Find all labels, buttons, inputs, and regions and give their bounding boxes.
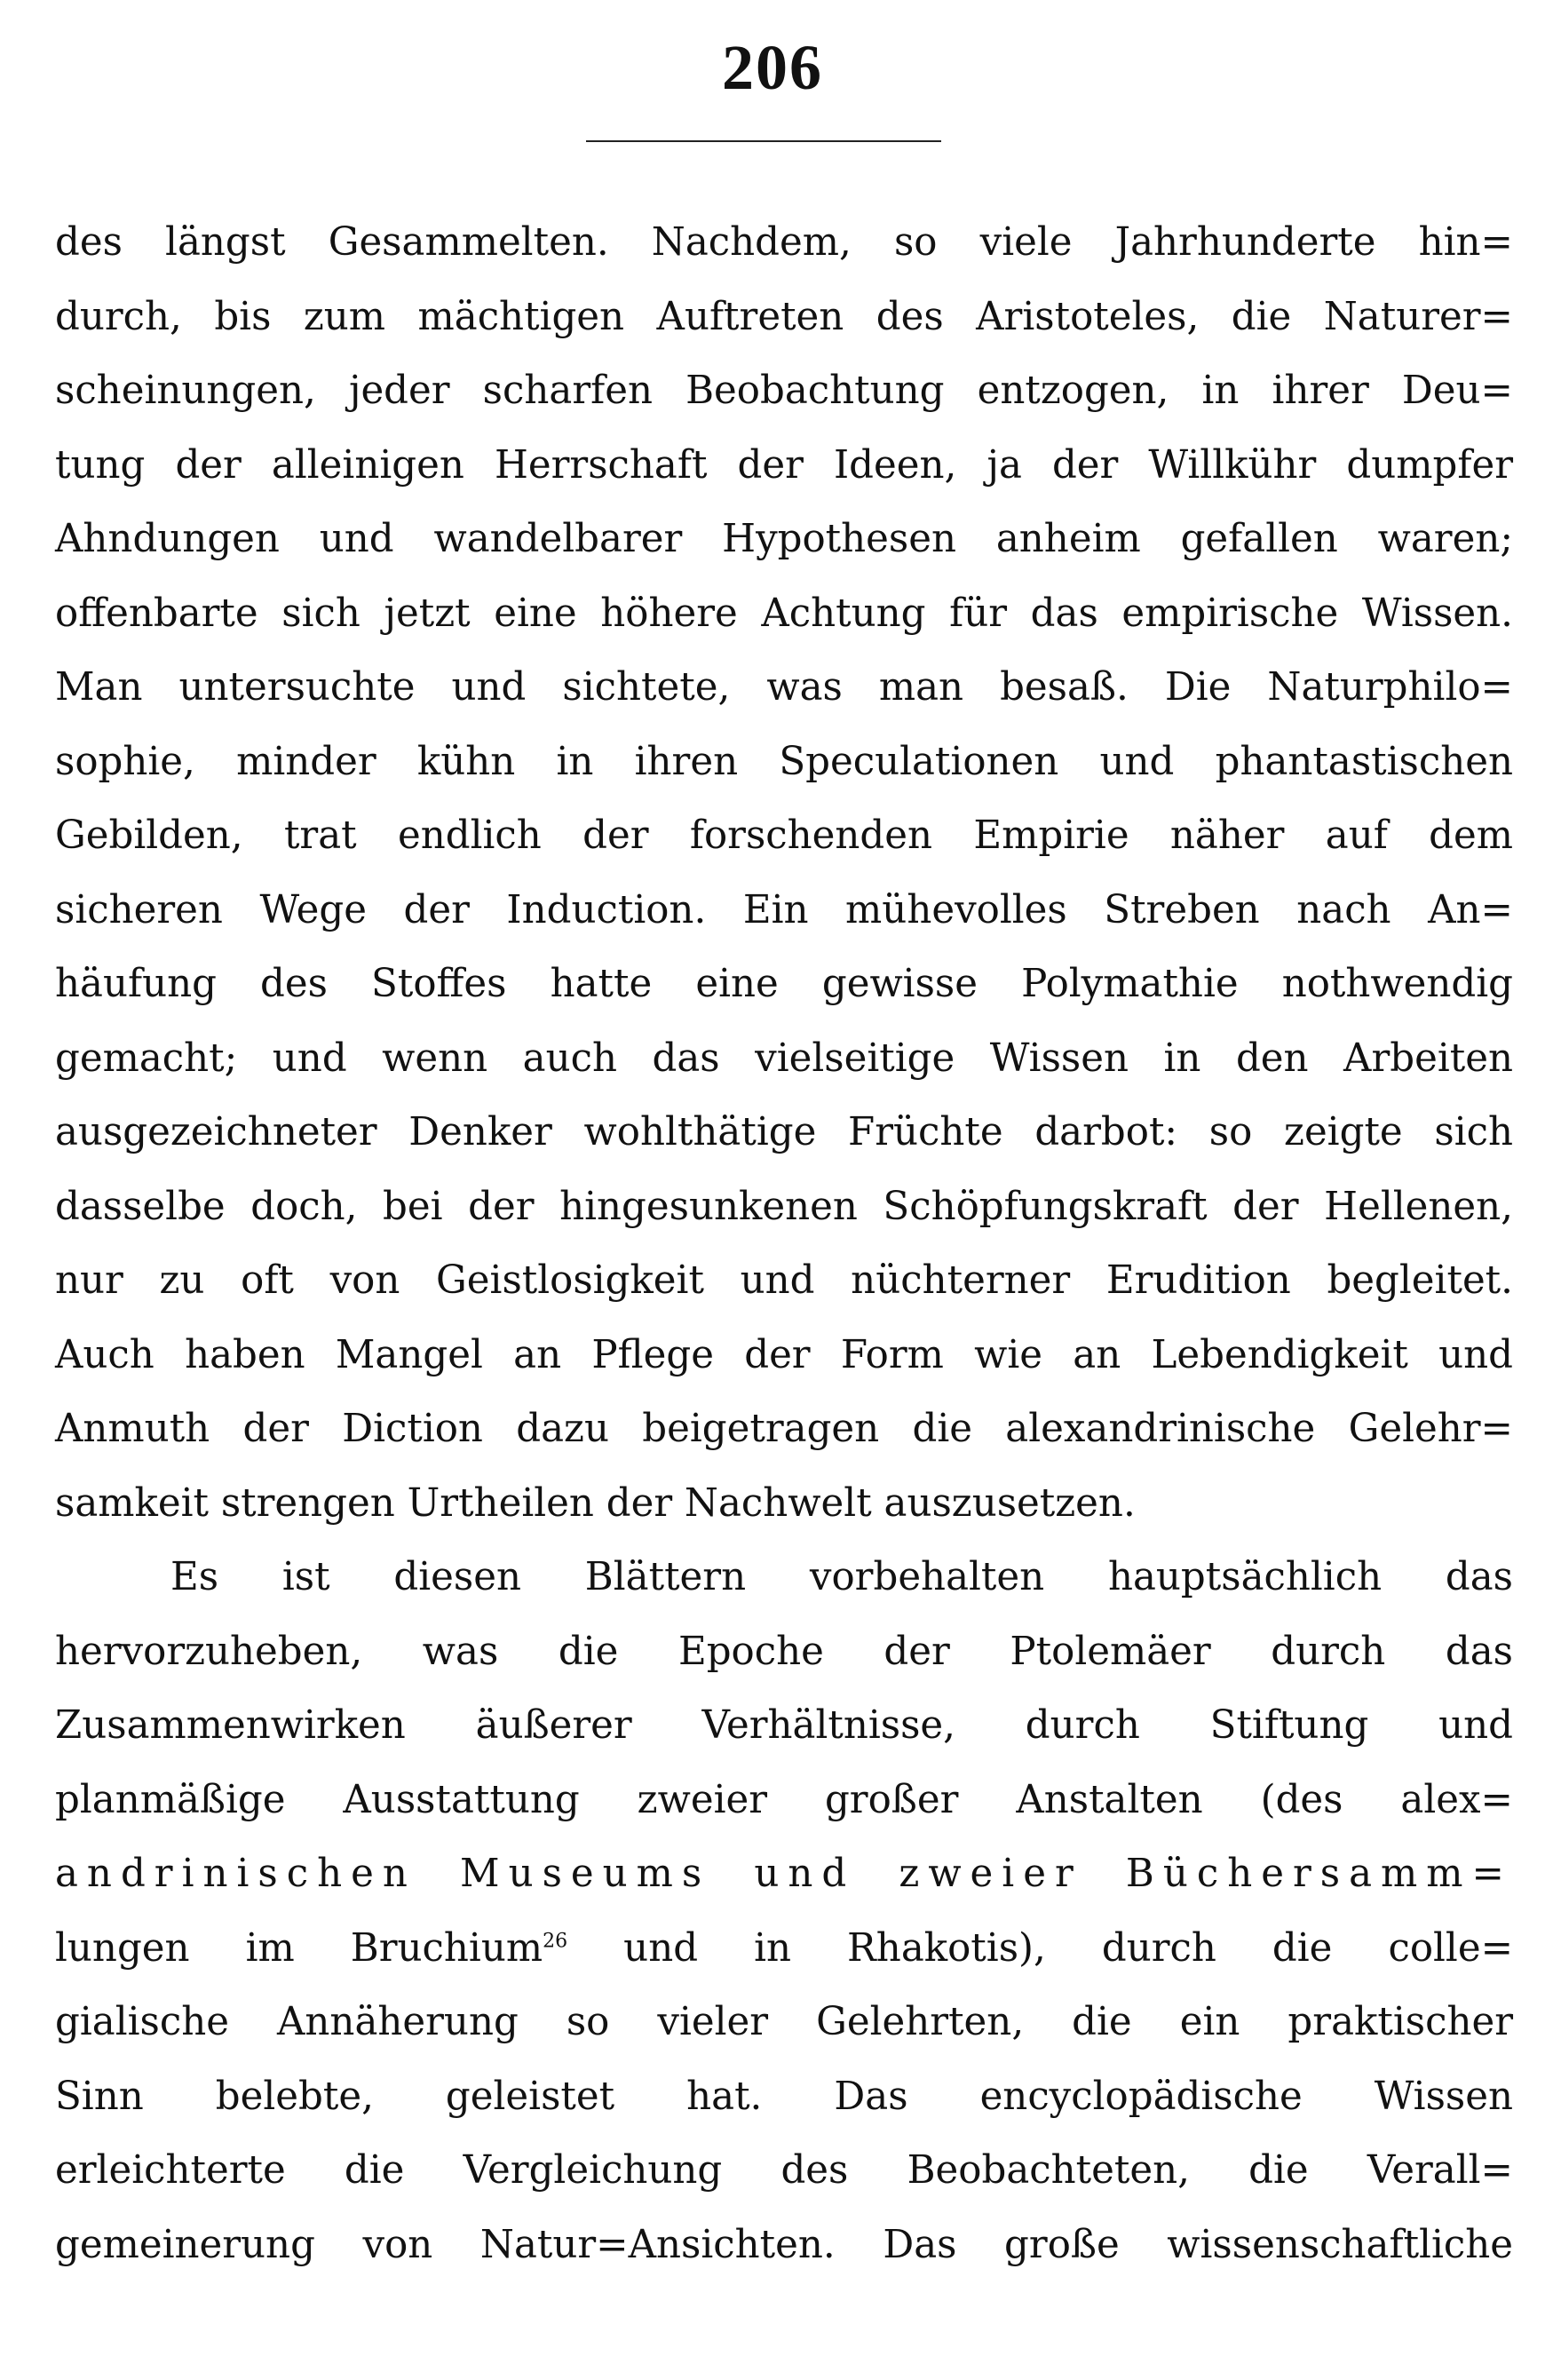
body-text [55,206,1513,2282]
text-line: dasselbe doch, bei der hingesunkenen Schöpfungskraft der Hellenen, [55,1184,1513,1229]
text-line-with-footnote [55,1912,1513,1987]
text-line: ausgezeichneter Denker wohlthätige Früchte darbot: so zeigte sich [55,1110,1513,1154]
footnote-reference: 26 [543,1930,568,1952]
text-line: sophie, minder kühn in ihren Speculationen und phantastischen [55,739,1513,784]
text-line: gemeinerung von Natur=Ansichten. Das große wissenschaftliche [55,2222,1513,2267]
text-line: gialische Annäherung so vieler Gelehrten, die ein praktischer [55,2000,1513,2044]
text-line: andrinischen Museums und zweier Büchersamm= [55,1852,1513,1896]
text-line: hervorzuheben, was die Epoche der Ptolemäer durch das [55,1629,1513,1674]
text-line: Man untersuchte und sichtete, was man besaß. Die Naturphilo= [55,665,1513,710]
paragraph-end-line: samkeit strengen Urtheilen der Nachwelt auszusetzen. [55,1480,1136,1526]
text-line: Sinn belebte, geleistet hat. Das encyclopädische Wissen [55,2074,1513,2119]
text-line: Anmuth der Diction dazu beigetragen die alexandrinische Gelehr= [55,1407,1513,1451]
text-line: sicheren Wege der Induction. Ein mühevolles Streben nach An= [55,887,1513,932]
text-line: gemacht; und wenn auch das vielseitige Wissen in den Arbeiten [55,1035,1513,1081]
text-line: scheinungen, jeder scharfen Beobachtung entzogen, in ihrer Deu= [55,369,1513,413]
header-rule [586,140,941,142]
paragraph-start-line: Es ist diesen Blättern vorbehalten hauptsächlich das [170,1555,1513,1599]
text-segment: lungen im Bruchium [55,1925,543,1971]
page-number: 206 [722,32,823,103]
text-line: nur zu oft von Geistlosigkeit und nüchterner Erudition begleitet. [55,1258,1513,1303]
text-line: offenbarte sich jetzt eine höhere Achtung für das empirische Wissen. [55,591,1513,636]
text-line: Zusammenwirken äußerer Verhältnisse, durch Stiftung und [55,1703,1513,1748]
text-line: durch, bis zum mächtigen Auftreten des Aristoteles, die Naturer= [55,294,1513,339]
text-line: des längst Gesammelten. Nachdem, so viele Jahrhunderte hin= [55,220,1513,265]
text-line: erleichterte die Vergleichung des Beobachteten, die Verall= [55,2148,1513,2193]
text-line: tung der alleinigen Herrschaft der Ideen, ja der Willkühr dumpfer [55,442,1513,488]
text-segment: und in Rhakotis), durch die colle= [623,1925,1514,1971]
text-line: Gebilden, trat endlich der forschenden Empirie näher auf dem [55,813,1513,858]
text-line: häufung des Stoffes hatte eine gewisse Polymathie nothwendig [55,962,1513,1006]
text-line: planmäßige Ausstattung zweier großer Anstalten (des alex= [55,1777,1513,1822]
text-line: Auch haben Mangel an Pflege der Form wie an Lebendigkeit und [55,1332,1513,1377]
text-line: Ahndungen und wandelbarer Hypothesen anheim gefallen waren; [55,517,1513,561]
